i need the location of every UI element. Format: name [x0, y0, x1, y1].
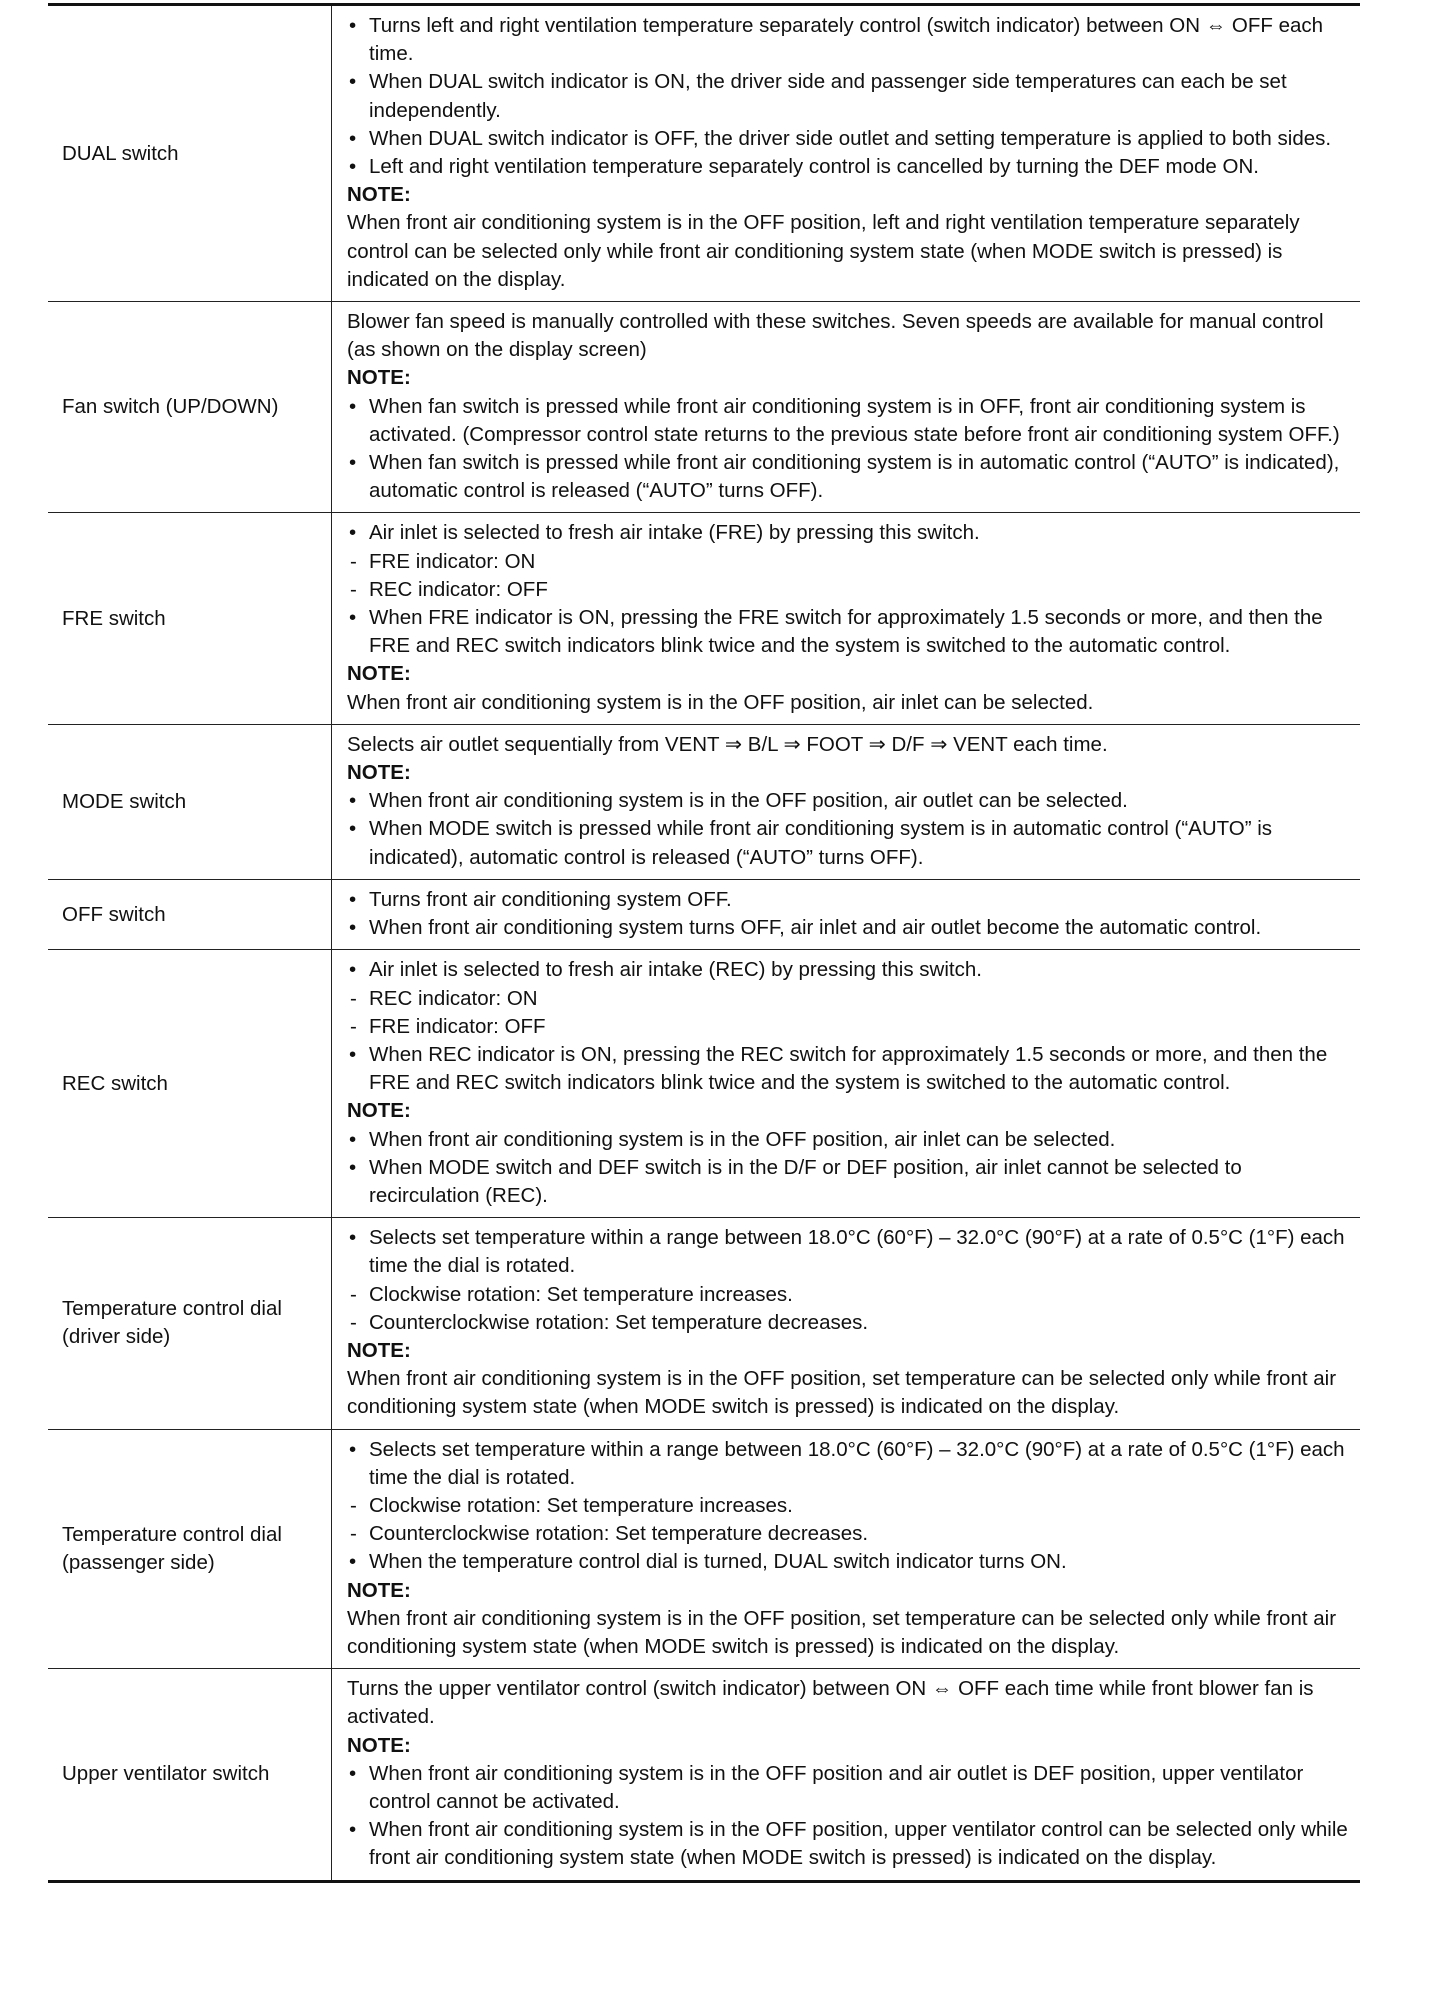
- table-row: [48, 879, 1360, 949]
- dash-marker: -: [350, 986, 357, 1010]
- bullet-marker: •: [349, 521, 357, 545]
- switch-description: [332, 6, 1360, 301]
- dash-marker: -: [350, 549, 357, 573]
- table-row: [48, 6, 1360, 301]
- note-heading: NOTE:: [347, 1338, 411, 1362]
- paragraph: When front air conditioning system is in the OFF position, air inlet can be selected.: [347, 690, 1094, 714]
- item-text: When front air conditioning system is in the OFF position and air outlet is DEF position, upper ventilator control cannot be activated.: [369, 1761, 1310, 1813]
- paragraph: When front air conditioning system is in the OFF position, left and right ventilation temperature separately control can be selected only while front air conditioning system state (when MODE switch is pressed) is indicated on the display.: [347, 211, 1306, 291]
- bullet-marker: •: [349, 916, 357, 940]
- item-text: When front air conditioning system is in the OFF position, upper ventilator control can be selected only while front air conditioning system state (when MODE switch is pressed) is indicated on the display.: [369, 1818, 1354, 1870]
- dash-item: [347, 576, 1354, 604]
- item-text: When MODE switch is pressed while front air conditioning system is in automatic control (“AUTO” is indicated), automatic control is released (“AUTO” turns OFF).: [369, 817, 1278, 869]
- bullet-marker: •: [349, 155, 357, 179]
- bullet-item: [347, 886, 1354, 914]
- switch-description: [332, 725, 1360, 879]
- bullet-item: [347, 1548, 1354, 1576]
- bullet-item: [347, 787, 1354, 815]
- bullet-marker: •: [349, 817, 357, 841]
- bullet-marker: •: [349, 70, 357, 94]
- bullet-item: [347, 1436, 1354, 1492]
- note-heading: NOTE:: [347, 662, 411, 686]
- item-text: When DUAL switch indicator is ON, the driver side and passenger side temperatures can each be set independently.: [369, 70, 1293, 122]
- bullet-item: [347, 1126, 1354, 1154]
- paragraph: Turns the upper ventilator control (switch indicator) between ON ⇔ OFF each time while front blower fan is activated.: [347, 1677, 1320, 1729]
- switch-name: Fan switch (UP/DOWN): [48, 302, 332, 512]
- item-text: Air inlet is selected to fresh air intake (FRE) by pressing this switch.: [369, 521, 980, 545]
- switch-name: Upper ventilator switch: [48, 1669, 332, 1879]
- item-text: REC indicator: OFF: [369, 577, 548, 601]
- bullet-item: [347, 1816, 1354, 1872]
- dash-marker: -: [350, 1493, 357, 1517]
- item-text: FRE indicator: ON: [369, 549, 536, 573]
- switch-description: [332, 513, 1360, 723]
- dash-item: [347, 985, 1354, 1013]
- switch-description: [332, 950, 1360, 1217]
- switch-name: OFF switch: [48, 880, 332, 949]
- bullet-marker: •: [349, 789, 357, 813]
- bullet-marker: •: [349, 606, 357, 630]
- switch-name: FRE switch: [48, 513, 332, 723]
- bullet-item: [347, 153, 1354, 181]
- bullet-marker: •: [349, 1127, 357, 1151]
- paragraph: Blower fan speed is manually controlled with these switches. Seven speeds are available for manual control (as shown on the display screen): [347, 310, 1330, 362]
- paragraph: Selects air outlet sequentially from VENT ⇒ B/L ⇒ FOOT ⇒ D/F ⇒ VENT each time.: [347, 732, 1108, 756]
- item-text: Selects set temperature within a range between 18.0°C (60°F) – 32.0°C (90°F) at a rate of 0.5°C (1°F) each time the dial is rotated.: [369, 1226, 1351, 1278]
- item-text: When DUAL switch indicator is OFF, the driver side outlet and setting temperature is applied to both sides.: [369, 126, 1332, 150]
- item-text: Selects set temperature within a range between 18.0°C (60°F) – 32.0°C (90°F) at a rate of 0.5°C (1°F) each time the dial is rotated.: [369, 1437, 1351, 1489]
- item-text: Left and right ventilation temperature separately control is cancelled by turning the DEF mode ON.: [369, 155, 1259, 179]
- bullet-marker: •: [349, 958, 357, 982]
- switch-name: DUAL switch: [48, 6, 332, 301]
- item-text: Air inlet is selected to fresh air intake (REC) by pressing this switch.: [369, 958, 982, 982]
- item-text: When the temperature control dial is turned, DUAL switch indicator turns ON.: [369, 1550, 1067, 1574]
- dash-marker: -: [350, 1522, 357, 1546]
- bullet-marker: •: [349, 1042, 357, 1066]
- note-heading: NOTE:: [347, 761, 411, 785]
- switch-name: MODE switch: [48, 725, 332, 879]
- item-text: Turns front air conditioning system OFF.: [369, 887, 732, 911]
- paragraph: When front air conditioning system is in the OFF position, set temperature can be selected only while front air conditioning system state (when MODE switch is pressed) is indicated on the display.: [347, 1606, 1342, 1658]
- dash-item: [347, 1520, 1354, 1548]
- bullet-marker: •: [349, 451, 357, 475]
- item-text: Counterclockwise rotation: Set temperature decreases.: [369, 1522, 869, 1546]
- bullet-item: [347, 1154, 1354, 1210]
- bullet-item: [347, 956, 1354, 984]
- dash-marker: -: [350, 577, 357, 601]
- table-row: [48, 1429, 1360, 1669]
- bullet-marker: •: [349, 1818, 357, 1842]
- item-text: Counterclockwise rotation: Set temperature decreases.: [369, 1310, 869, 1334]
- bullet-marker: •: [349, 1226, 357, 1250]
- switch-function-table: [48, 3, 1360, 1883]
- paragraph: When front air conditioning system is in the OFF position, set temperature can be selected only while front air conditioning system state (when MODE switch is pressed) is indicated on the display.: [347, 1367, 1342, 1419]
- item-text: REC indicator: ON: [369, 986, 538, 1010]
- bullet-item: [347, 914, 1354, 942]
- dash-marker: -: [350, 1310, 357, 1334]
- bullet-marker: •: [349, 1761, 357, 1785]
- dash-item: [347, 548, 1354, 576]
- bullet-item: [347, 604, 1354, 660]
- bullet-marker: •: [349, 14, 357, 37]
- switch-name: Temperature control dial (passenger side): [48, 1430, 332, 1669]
- item-text: When front air conditioning system turns OFF, air inlet and air outlet become the automatic control.: [369, 916, 1262, 940]
- switch-description: [332, 880, 1360, 949]
- bullet-item: [347, 1041, 1354, 1097]
- bullet-item: [347, 125, 1354, 153]
- bullet-item: [347, 12, 1354, 68]
- item-text: When MODE switch and DEF switch is in the D/F or DEF position, air inlet cannot be selected to recirculation (REC).: [369, 1155, 1248, 1207]
- bullet-item: [347, 519, 1354, 547]
- table-row: [48, 949, 1360, 1217]
- dash-item: [347, 1281, 1354, 1309]
- table-row: [48, 1668, 1360, 1879]
- note-heading: NOTE:: [347, 1733, 411, 1757]
- item-text: When front air conditioning system is in the OFF position, air outlet can be selected.: [369, 789, 1128, 813]
- dash-item: [347, 1492, 1354, 1520]
- switch-name: Temperature control dial (driver side): [48, 1218, 332, 1428]
- bullet-item: [347, 815, 1354, 871]
- bullet-item: [347, 393, 1354, 449]
- bullet-marker: •: [349, 1550, 357, 1574]
- item-text: When front air conditioning system is in the OFF position, air inlet can be selected.: [369, 1127, 1116, 1151]
- item-text: When FRE indicator is ON, pressing the FRE switch for approximately 1.5 seconds or more, and then the FRE and REC switch indicators blink twice and the system is switched to the automatic control.: [369, 606, 1329, 658]
- table-row: [48, 512, 1360, 723]
- item-text: When fan switch is pressed while front air conditioning system is in OFF, front air conditioning system is activated. (Compressor control state returns to the previous state before front air conditioning system OFF.): [369, 394, 1340, 446]
- note-heading: NOTE:: [347, 183, 411, 207]
- item-text: Clockwise rotation: Set temperature increases.: [369, 1282, 793, 1306]
- switch-description: [332, 1218, 1360, 1428]
- note-heading: NOTE:: [347, 1099, 411, 1123]
- note-heading: NOTE:: [347, 1578, 411, 1602]
- table-row: [48, 724, 1360, 879]
- item-text: Turns left and right ventilation temperature separately control (switch indicator) between ON ⇔ OFF each time.: [369, 14, 1329, 66]
- dash-marker: -: [350, 1282, 357, 1306]
- bullet-item: [347, 68, 1354, 124]
- bullet-marker: •: [349, 126, 357, 150]
- dash-marker: -: [350, 1014, 357, 1038]
- bullet-marker: •: [349, 1437, 357, 1461]
- bullet-marker: •: [349, 887, 357, 911]
- dash-item: [347, 1309, 1354, 1337]
- dash-item: [347, 1013, 1354, 1041]
- bullet-marker: •: [349, 1155, 357, 1179]
- bullet-item: [347, 1760, 1354, 1816]
- note-heading: NOTE:: [347, 366, 411, 390]
- bullet-item: [347, 1224, 1354, 1280]
- switch-description: [332, 1430, 1360, 1669]
- table-row: [48, 301, 1360, 512]
- item-text: When REC indicator is ON, pressing the REC switch for approximately 1.5 seconds or more, and then the FRE and REC switch indicators blink twice and the system is switched to the automatic control.: [369, 1042, 1333, 1095]
- table-row: [48, 1217, 1360, 1428]
- bullet-marker: •: [349, 394, 357, 418]
- item-text: When fan switch is pressed while front air conditioning system is in automatic control (“AUTO” is indicated), automatic control is released (“AUTO” turns OFF).: [369, 451, 1346, 503]
- switch-description: [332, 1669, 1360, 1879]
- item-text: Clockwise rotation: Set temperature increases.: [369, 1493, 793, 1517]
- bullet-item: [347, 449, 1354, 505]
- switch-name: REC switch: [48, 950, 332, 1217]
- switch-description: [332, 302, 1360, 512]
- item-text: FRE indicator: OFF: [369, 1014, 546, 1038]
